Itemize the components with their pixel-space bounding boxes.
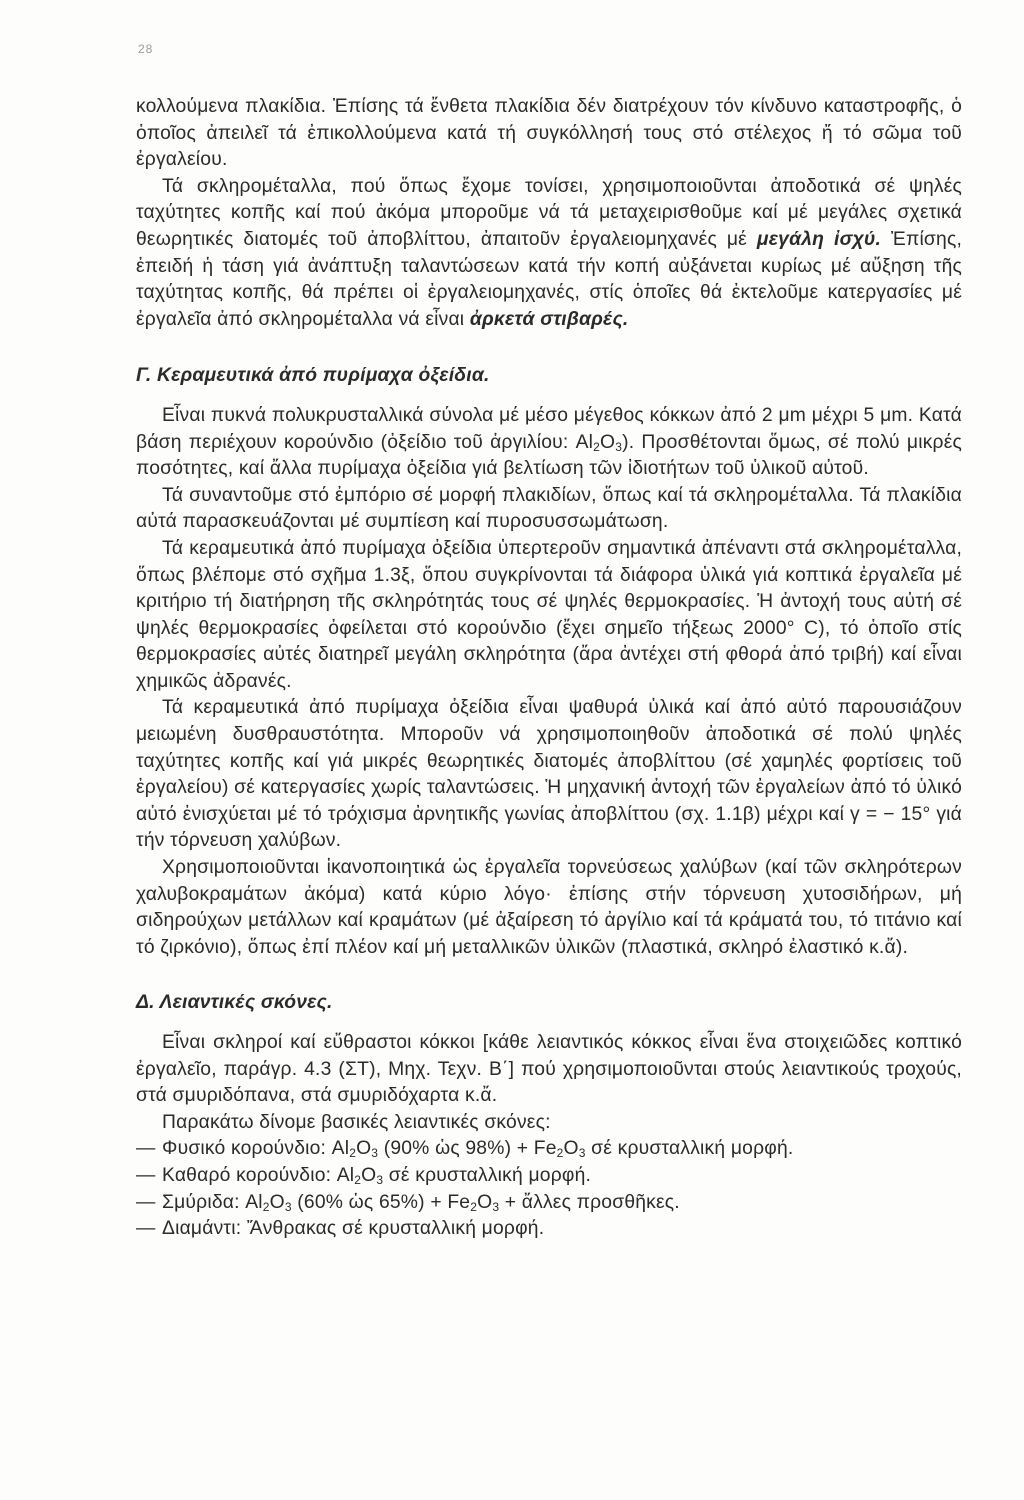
list-item-sub: 2 <box>349 1146 357 1161</box>
list-item-text: Φυσικό κορούνδιο: Al <box>162 1138 350 1160</box>
list-item-text: O <box>361 1164 377 1186</box>
list-item-sub: 3 <box>376 1172 384 1187</box>
delta-paragraph-1: Εἶναι σκληροί καί εὔθραστοι κόκκοι [κάθε λειαντικός κόκκος εἶναι ἕνα στοιχειῶδες κοπτικό ἐργαλεῖο, παράγρ. 4.3 (ΣΤ), Μηχ. Τεχν. Β΄] πού χρησιμοποιοῦνται στούς λειαντικούς τροχούς, στά σμυριδόπανα, στά σμυριδόχαρτα κ.ἄ. <box>136 1032 962 1107</box>
gamma-p1-sub-2: 3 <box>615 439 623 454</box>
list-item-text: (60% ὡς 65%) + Fe <box>291 1191 471 1213</box>
gamma-p1-text-c: ). Προσθέτονται ὅμως, σέ πολύ μικρές ποσότητες, καί ἄλλα πυρίμαχα ὀξείδια γιά βελτίωση τῶν ἰδιοτήτων τοῦ ὑλικοῦ αὐτοῦ. <box>136 431 962 480</box>
list-item <box>136 1136 962 1163</box>
list-item-sub: 2 <box>262 1199 270 1214</box>
list-item-text: σέ κρυσταλλική μορφή. <box>585 1138 794 1160</box>
carbide-emphasis-power: μεγάλη ἰσχύ. <box>756 228 882 250</box>
gamma-paragraph-1 <box>136 403 962 483</box>
list-item-text: O <box>477 1191 493 1213</box>
list-item-text: O <box>563 1138 579 1160</box>
list-dash: — <box>136 1218 156 1240</box>
gamma-paragraph-2: Τά συναντοῦμε στό ἐμπόριο σέ μορφή πλακιδίων, ὅπως καί τά σκληρομέταλλα. Τά πλακίδια αὐτά παρασκευάζονται μέ συμπίεση καί πυροσυσσωμάτωση. <box>136 484 962 533</box>
carbide-text-b: Ἐπίσης, ἐπειδή ἡ τάση γιά ἀνάπτυξη ταλαντώσεων κατά τήν κοπή αὐξάνεται κυρίως μέ αὔξηση τῆς ταχύτητας κοπῆς, θά πρέπει οἱ ἐργαλειομηχανές, στίς ὁποῖες θά ἐκτελοῦμε κατεργασίες μέ ἐργαλεῖα ἀπό σκληρομέταλλα νά εἶναι <box>136 228 963 330</box>
list-item <box>136 1190 962 1217</box>
intro-paragraph: κολλούμενα πλακίδια. Ἐπίσης τά ἔνθετα πλακίδια δέν διατρέχουν τόν κίνδυνο καταστροφῆς, ὁ ὁποῖος ἀπειλεῖ τά ἐπικολλούμενα κατά τή συγκόλλησή τους στό στέλεχος ἤ τό σῶμα τοῦ ἐργαλείου. <box>136 96 962 171</box>
list-item-text: (90% ὡς 98%) + Fe <box>378 1138 557 1160</box>
delta-paragraph-2: Παρακάτω δίνομε βασικές λειαντικές σκόνες: <box>162 1111 551 1133</box>
carbide-paragraph <box>136 174 962 334</box>
list-dash: — <box>136 1138 156 1160</box>
list-item-text: σέ κρυσταλλική μορφή. <box>383 1164 592 1186</box>
gamma-paragraph-5: Χρησιμοποιοῦνται ἱκανοποιητικά ὡς ἐργαλεῖα τορνεύσεως χαλύβων (καί τῶν σκληρότερων χαλυβοκραμάτων ἀκόμα) κατά κύριο λόγο· ἐπίσης στήν τόρνευση χυτοσιδήρων, μή σιδηρούχων μετάλλων καί κραμάτων (μέ ἀξαίρεση τό ἀργίλιο καί τά κράματά του, τό τιτάνιο καί τό ζιρκόνιο), ὅπως ἐπί πλέον καί μή μεταλλικῶν ὑλικῶν (πλαστικά, σκληρό ἐλαστικό κ.ἄ). <box>136 857 962 958</box>
list-dash: — <box>136 1164 156 1186</box>
body-text <box>136 94 962 1243</box>
list-item-sub: 2 <box>556 1146 564 1161</box>
list-item-sub: 3 <box>284 1199 292 1214</box>
list-item-text: + ἄλλες προσθῆκες. <box>499 1191 680 1213</box>
gamma-p1-sub-1: 2 <box>593 439 600 454</box>
carbide-emphasis-rigid: ἀρκετά στιβαρές. <box>469 308 629 330</box>
list-item-text: O <box>356 1138 372 1160</box>
list-item-sub: 3 <box>492 1199 500 1214</box>
list-item-text: Καθαρό κορούνδιο: Al <box>162 1164 355 1186</box>
gamma-p1-text-a: Εἶναι πυκνά πολυκρυσταλλικά σύνολα μέ μέσο μέγεθος κόκκων ἀπό 2 μm μέχρι 5 μm. Κατά βάση περιέχουν κορούνδιο (ὀξείδιο τοῦ ἀργιλίου: Al <box>136 404 962 453</box>
section-heading-gamma: Γ. Κεραμευτικά ἀπό πυρίμαχα ὀξείδια. <box>136 365 490 387</box>
section-heading-delta: Δ. Λειαντικές σκόνες. <box>136 992 333 1014</box>
list-item-sub: 3 <box>578 1146 586 1161</box>
gamma-p1-text-b: O <box>600 431 616 453</box>
list-item-text: Διαμάντι: Ἄνθρακας σέ κρυσταλλική μορφή. <box>162 1218 545 1240</box>
list-item-sub: 2 <box>470 1199 478 1214</box>
list-item-sub: 3 <box>371 1146 379 1161</box>
gamma-paragraph-4: Τά κεραμευτικά ἀπό πυρίμαχα ὀξείδια εἶναι ψαθυρά ὑλικά καί ἀπό αὐτό παρουσιάζουν μειωμένη δυσθραυστότητα. Μποροῦν νά χρησιμοποιηθοῦν ἀποδοτικά σέ πολύ ψηλές ταχύτητες κοπῆς καί γιά μικρές θεωρητικές διατομές ἀποβλίττου (σέ χαμηλές φορτίσεις τοῦ ἐργαλείου) σέ κατεργασίες χωρίς ταλαντώσεις. Ἡ μηχανική ἀντοχή τῶν ἐργαλείων ἀπό τό ὑλικό αὐτό ἐνισχύεται μέ τό τρόχισμα ἀρνητικῆς γωνίας ἀποβλίττου (σχ. 1.1β) μέχρι καί γ = − 15° γιά τήν τόρνευση χαλύβων. <box>136 697 962 852</box>
list-item-text: O <box>269 1191 285 1213</box>
list-item <box>136 1163 962 1190</box>
list-dash: — <box>136 1191 156 1213</box>
list-item-text: Σμύριδα: Al <box>162 1191 263 1213</box>
list-item <box>136 1216 962 1243</box>
gamma-paragraph-3: Τά κεραμευτικά ἀπό πυρίμαχα ὀξείδια ὑπερτεροῦν σημαντικά ἀπέναντι στά σκληρομέταλλα, ὅπως βλέπομε στό σχῆμα 1.3ξ, ὅπου συγκρίνονται τά διάφορα ὑλικά γιά κοπτικά ἐργαλεῖα μέ κριτήριο τή διατήρηση τῆς σκληρότητάς τους σέ ψηλές θερμοκρασίες. Ἡ ἀντοχή τους αὐτή σέ ψηλές θερμοκρασίες ὀφείλεται στό κορούνδιο (ἔχει σημεῖο τήξεως 2000° C), τό ὁποῖο στίς θερμοκρασίες αὐτές διατηρεῖ μεγάλη σκληρότητα (ἄρα ἀντέχει στή φθορά ἀπό τριβή) καί εἶναι χημικῶς ἀδρανές. <box>136 537 962 692</box>
page-number: 28 <box>138 42 154 56</box>
carbide-text-a: Τά σκληρομέταλλα, πού ὅπως ἔχομε τονίσει, χρησιμοποιοῦνται ἀποδοτικά σέ ψηλές ταχύτητες κοπῆς καί πού ἀκόμα μποροῦμε νά τά μεταχειρισθοῦμε καί μέ μεγάλες σχετικά θεωρητικές διατομές τοῦ ἀποβλίττου, ἀπαιτοῦν ἐργαλειομηχανές μέ <box>136 175 962 250</box>
list-item-sub: 2 <box>354 1172 362 1187</box>
